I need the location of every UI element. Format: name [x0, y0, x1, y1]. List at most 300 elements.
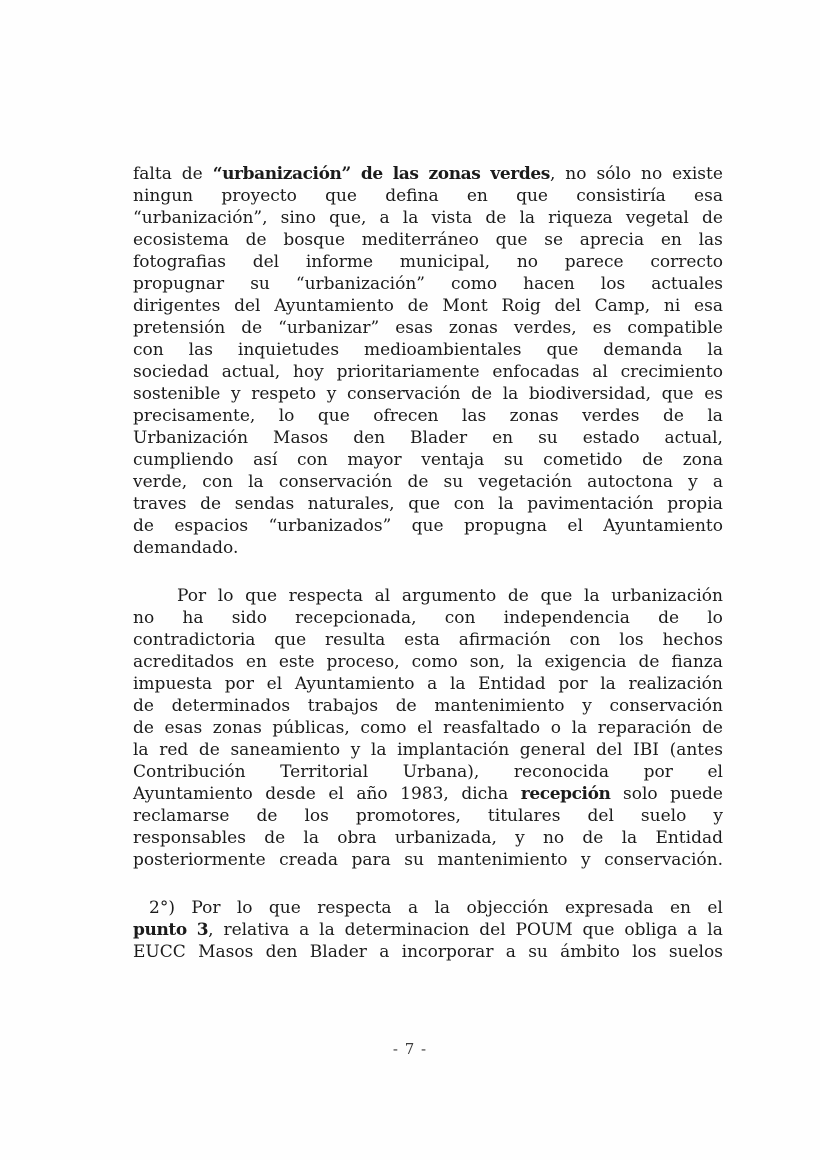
word: mantenimiento: [437, 850, 568, 870]
word: por: [224, 674, 255, 694]
word: vegetal: [625, 208, 689, 228]
word: con: [202, 472, 233, 492]
text-line: [133, 827, 723, 849]
word: a: [407, 898, 419, 918]
word: a: [712, 472, 723, 492]
word: cumpliendo: [133, 450, 234, 470]
word: (antes: [669, 740, 723, 760]
text-line: [133, 805, 723, 827]
word: espacios: [174, 516, 249, 536]
word: propugna: [463, 516, 547, 536]
word: del: [234, 296, 261, 316]
word: objección: [466, 898, 549, 918]
word: demanda: [603, 340, 683, 360]
word: a: [505, 942, 516, 962]
text-line: [133, 251, 723, 273]
word: mediterráneo: [361, 230, 479, 250]
word: esta: [404, 630, 440, 650]
word: las: [461, 406, 487, 426]
word: zonas: [428, 164, 481, 184]
word: sociedad: [133, 362, 209, 382]
word: la: [449, 674, 466, 694]
word: no: [641, 164, 663, 184]
word: la: [519, 208, 536, 228]
word: de: [642, 450, 664, 470]
word: del: [596, 740, 623, 760]
word: las: [188, 340, 213, 360]
word: de: [133, 516, 154, 536]
word: zonas: [212, 718, 262, 738]
word: respecta: [288, 586, 364, 606]
word: hacen: [523, 274, 575, 294]
word: consistiría: [576, 186, 666, 206]
word: acreditados: [133, 652, 234, 672]
word: la: [621, 828, 638, 848]
word: que: [661, 384, 694, 404]
word: Blader: [309, 942, 367, 962]
word: de: [395, 696, 417, 716]
word: estado: [582, 428, 640, 448]
word: de: [245, 230, 267, 250]
paragraphs-container: [133, 163, 723, 963]
word: contradictoria: [133, 630, 256, 650]
text-line: [133, 383, 723, 405]
word: este: [278, 652, 315, 672]
word: la: [434, 898, 451, 918]
word: suelos: [668, 942, 723, 962]
word: zonas: [448, 318, 498, 338]
word: obra: [337, 828, 377, 848]
word: Ayuntamiento: [274, 296, 394, 316]
word: de: [471, 384, 493, 404]
text-line: [133, 317, 723, 339]
word: de: [658, 608, 680, 628]
word: fotografias: [133, 252, 226, 272]
text-line: demandado.: [133, 538, 239, 558]
word: como: [360, 718, 407, 738]
word: la: [303, 828, 319, 848]
word: mantenimiento: [434, 696, 565, 716]
text-line: [133, 897, 723, 919]
word: de: [133, 718, 154, 738]
word: el: [567, 516, 583, 536]
word: lo: [707, 608, 723, 628]
word: la: [584, 586, 600, 606]
word: den: [353, 428, 386, 448]
word: IBI: [633, 740, 659, 760]
word: respecta: [317, 898, 392, 918]
word: sendas: [234, 494, 295, 514]
word: que: [411, 516, 444, 536]
word: pavimentación: [527, 494, 654, 514]
word: urbanización: [611, 586, 723, 606]
word: de: [638, 652, 660, 672]
word: exigencia: [544, 652, 627, 672]
text-line: [133, 629, 723, 651]
word: la: [600, 674, 616, 694]
word: de: [662, 406, 684, 426]
word: den: [265, 942, 298, 962]
word: con: [569, 630, 601, 650]
word: que: [546, 340, 579, 360]
word: naturales,: [307, 494, 395, 514]
word: implantación: [397, 740, 510, 760]
word: bosque: [283, 230, 346, 250]
word: Mont: [442, 296, 488, 316]
word: hoy: [293, 362, 324, 382]
word: “urbanización”: [212, 164, 351, 184]
word: como: [451, 274, 498, 294]
text-line: [133, 761, 723, 783]
word: defina: [385, 186, 439, 206]
word: Blader: [410, 428, 468, 448]
word: proceso,: [326, 652, 400, 672]
word: de: [507, 586, 529, 606]
word: mayor: [347, 450, 402, 470]
text-line: [133, 163, 723, 185]
text-line: [133, 607, 723, 629]
word: Por: [177, 586, 207, 606]
word: son,: [469, 652, 506, 672]
word: y: [515, 828, 525, 848]
word: 1983,: [400, 784, 449, 804]
word: de: [485, 208, 507, 228]
word: a: [427, 674, 438, 694]
word: EUCC: [133, 942, 186, 962]
word: verdes,: [513, 318, 577, 338]
word: solo: [623, 784, 658, 804]
word: esa: [694, 296, 723, 316]
text-line: [133, 673, 723, 695]
word: propugnar: [133, 274, 225, 294]
word: Ayuntamiento: [294, 674, 415, 694]
paragraph: [133, 163, 723, 559]
word: ofrecen: [373, 406, 439, 426]
page-number: - 7 -: [392, 1040, 428, 1058]
word: puede: [670, 784, 723, 804]
word: ecosistema: [133, 230, 229, 250]
word: que: [516, 186, 548, 206]
word: de: [407, 296, 429, 316]
word: que,: [329, 208, 367, 228]
word: conservación.: [604, 850, 723, 870]
text-line: [133, 783, 723, 805]
word: los: [304, 806, 329, 826]
word: 2°): [149, 898, 175, 918]
word: compatible: [627, 318, 723, 338]
word: que: [274, 630, 307, 650]
word: precisamente,: [133, 406, 256, 426]
word: el: [266, 674, 283, 694]
word: que: [325, 186, 357, 206]
word: posteriormente: [133, 850, 266, 870]
word: los: [619, 630, 644, 650]
word: Camp,: [594, 296, 651, 316]
text-line: [133, 515, 723, 537]
word: “urbanizados”: [268, 516, 392, 536]
word: de: [701, 208, 723, 228]
word: la: [248, 472, 264, 492]
word: reclamarse: [133, 806, 230, 826]
word: del: [252, 252, 280, 272]
word: de: [181, 164, 203, 184]
word: propia: [667, 494, 723, 514]
word: en: [492, 428, 514, 448]
word: del: [479, 920, 506, 940]
word: y: [688, 472, 698, 492]
word: y: [230, 384, 241, 404]
word: con: [297, 450, 328, 470]
word: se: [544, 230, 564, 250]
word: a: [299, 920, 310, 940]
word: incorporar: [401, 942, 494, 962]
text-line: [133, 471, 723, 493]
word: Roig: [501, 296, 541, 316]
word: fianza: [671, 652, 723, 672]
word: es: [592, 318, 612, 338]
word: lo: [217, 586, 234, 606]
word: su: [503, 450, 524, 470]
word: a: [687, 920, 698, 940]
text-line: [133, 493, 723, 515]
word: Ayuntamiento: [603, 516, 723, 536]
text-line: [133, 849, 723, 871]
word: “urbanización”,: [133, 208, 268, 228]
word: urbanizada,: [394, 828, 497, 848]
word: crecimiento: [620, 362, 723, 382]
word: del: [587, 806, 614, 826]
word: que: [317, 406, 350, 426]
word: la: [707, 340, 723, 360]
text-line: [133, 919, 723, 941]
word: expresada: [564, 898, 654, 918]
word: informe: [305, 252, 374, 272]
text-line: [133, 739, 723, 761]
word: y: [582, 696, 592, 716]
word: trabajos: [307, 696, 379, 716]
word: recepcionada,: [295, 608, 417, 628]
word: en: [245, 652, 267, 672]
word: biodiversidad,: [528, 384, 652, 404]
word: 3,: [196, 920, 214, 940]
word: enfocadas: [492, 362, 580, 382]
word: argumento: [401, 586, 497, 606]
word: con: [444, 608, 476, 628]
text-line: [133, 339, 723, 361]
word: de: [133, 696, 154, 716]
word: ámbito: [560, 942, 620, 962]
word: existe: [672, 164, 723, 184]
word: esa: [694, 186, 723, 206]
word: Urbana),: [402, 762, 480, 782]
word: no: [565, 164, 587, 184]
word: de: [407, 472, 429, 492]
word: de: [200, 494, 222, 514]
word: las: [392, 164, 419, 184]
word: sino: [280, 208, 316, 228]
word: red: [159, 740, 189, 760]
word: a: [379, 208, 390, 228]
word: zonas: [509, 406, 559, 426]
word: traves: [133, 494, 187, 514]
word: conservación: [278, 472, 393, 492]
word: sólo: [596, 164, 632, 184]
word: lo: [278, 406, 295, 426]
word: esas: [395, 318, 433, 338]
word: “urbanizar”: [278, 318, 380, 338]
word: verde,: [133, 472, 188, 492]
word: dirigentes: [133, 296, 221, 316]
word: de: [198, 740, 220, 760]
word: general: [519, 740, 586, 760]
word: del: [554, 296, 581, 316]
word: Territorial: [280, 762, 369, 782]
word: autoctona: [587, 472, 673, 492]
word: por: [643, 762, 673, 782]
text-line: [133, 651, 723, 673]
word: su: [538, 428, 558, 448]
word: las: [698, 230, 723, 250]
word: verdes: [582, 406, 640, 426]
word: saneamiento: [230, 740, 341, 760]
word: la: [402, 208, 419, 228]
word: relativa: [223, 920, 290, 940]
word: no: [542, 828, 565, 848]
word: la: [370, 740, 387, 760]
word: inquietudes: [237, 340, 340, 360]
word: de: [582, 828, 604, 848]
word: la: [133, 740, 149, 760]
word: al: [592, 362, 608, 382]
word: la: [502, 384, 519, 404]
word: obliga: [624, 920, 678, 940]
word: así: [253, 450, 278, 470]
word: año: [356, 784, 388, 804]
word: actual,: [221, 362, 281, 382]
word: y: [581, 850, 591, 870]
word: afirmación: [458, 630, 551, 650]
word: de: [264, 828, 286, 848]
word: “urbanización”: [295, 274, 425, 294]
word: municipal,: [399, 252, 491, 272]
word: responsables: [133, 828, 246, 848]
word: conservación: [609, 696, 723, 716]
word: hechos: [662, 630, 723, 650]
word: ningun: [133, 186, 194, 206]
text-line: [133, 941, 723, 963]
word: correcto: [650, 252, 723, 272]
word: y: [326, 384, 337, 404]
word: que: [268, 898, 301, 918]
word: no: [133, 608, 155, 628]
word: los: [632, 942, 657, 962]
word: reconocida: [513, 762, 610, 782]
word: los: [600, 274, 626, 294]
word: el: [417, 718, 433, 738]
word: Masos: [198, 942, 254, 962]
word: que: [582, 920, 615, 940]
word: promotores,: [355, 806, 461, 826]
word: a: [379, 942, 390, 962]
word: en: [669, 898, 691, 918]
word: su: [443, 472, 464, 492]
word: dicha: [461, 784, 509, 804]
word: que: [495, 230, 528, 250]
word: aprecia: [579, 230, 645, 250]
word: verdes,: [490, 164, 556, 184]
word: esas: [164, 718, 203, 738]
word: la: [516, 652, 533, 672]
word: pretensión: [133, 318, 226, 338]
word: actual,: [664, 428, 723, 448]
text-line: [133, 185, 723, 207]
text-line: [133, 695, 723, 717]
word: Entidad: [655, 828, 723, 848]
word: en: [466, 186, 488, 206]
word: conservación: [346, 384, 461, 404]
word: vegetación: [478, 472, 573, 492]
word: suelo: [640, 806, 687, 826]
text-line: [133, 405, 723, 427]
word: de: [360, 164, 383, 184]
word: que: [245, 586, 278, 606]
word: reparación: [597, 718, 692, 738]
word: su: [404, 850, 424, 870]
word: Contribución: [133, 762, 246, 782]
word: no: [516, 252, 539, 272]
word: el: [707, 762, 723, 782]
word: recepción: [520, 784, 611, 804]
word: de: [256, 806, 278, 826]
word: por: [558, 674, 588, 694]
word: en: [660, 230, 682, 250]
word: su: [250, 274, 270, 294]
word: de: [241, 318, 263, 338]
word: creada: [279, 850, 339, 870]
word: Urbanización: [133, 428, 249, 448]
word: Masos: [273, 428, 329, 448]
word: sostenible: [133, 384, 221, 404]
word: sido: [231, 608, 267, 628]
word: reasfaltado: [443, 718, 541, 738]
word: vista: [431, 208, 473, 228]
word: que: [540, 586, 573, 606]
word: impuesta: [133, 674, 213, 694]
word: realización: [628, 674, 723, 694]
paragraph: [133, 585, 723, 871]
word: prioritariamente: [336, 362, 480, 382]
word: ha: [182, 608, 204, 628]
word: públicas,: [272, 718, 350, 738]
word: la: [498, 494, 514, 514]
text-line: [133, 717, 723, 739]
word: determinacion: [344, 920, 470, 940]
word: ni: [663, 296, 681, 316]
word: para: [351, 850, 391, 870]
word: ventaja: [421, 450, 485, 470]
word: determinados: [171, 696, 291, 716]
word: actuales: [651, 274, 723, 294]
word: Entidad: [478, 674, 546, 694]
text-line: [133, 585, 723, 607]
text-line: [133, 427, 723, 449]
text-line: [133, 449, 723, 471]
word: titulares: [487, 806, 561, 826]
word: medioambientales: [364, 340, 522, 360]
word: como: [411, 652, 458, 672]
word: es: [704, 384, 723, 404]
word: de: [701, 718, 723, 738]
